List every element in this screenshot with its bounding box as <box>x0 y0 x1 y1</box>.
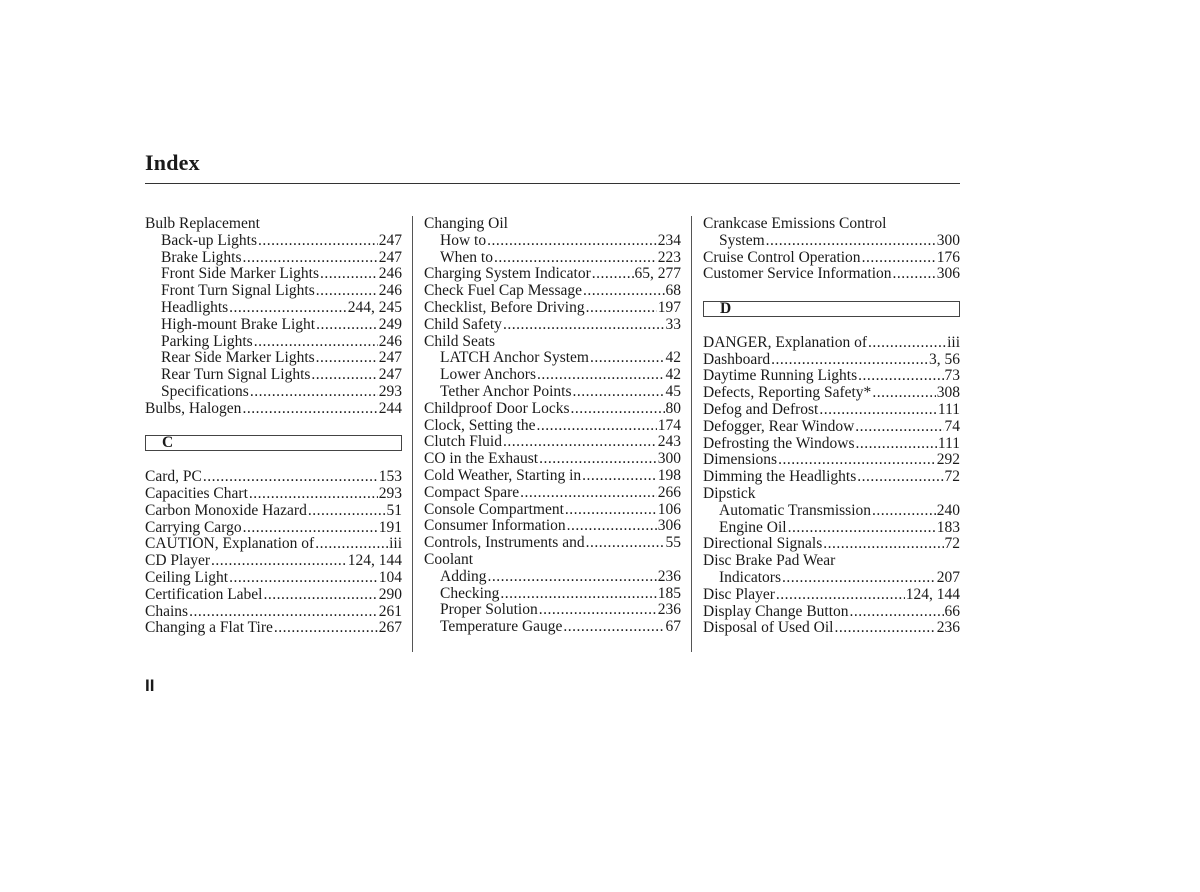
index-subentry[interactable] <box>145 233 402 250</box>
index-heading: Changing Oil <box>424 215 508 232</box>
index-entry[interactable] <box>703 587 960 604</box>
dot-leader <box>862 250 936 267</box>
index-heading: Coolant <box>424 550 474 568</box>
entry-text: Clutch Fluid <box>424 434 502 451</box>
entry-text: Cruise Control Operation <box>703 249 861 266</box>
index-subentry[interactable] <box>145 317 402 334</box>
spacer <box>703 318 960 335</box>
dot-leader <box>500 586 656 603</box>
entry-text: Brake Lights <box>161 249 242 266</box>
page-reference: 240 <box>936 502 960 519</box>
entry-text: Certification Label <box>145 586 263 603</box>
entry-text: When to <box>440 249 493 266</box>
entry-text: Customer Service Information <box>703 266 892 283</box>
entry-text: Dashboard <box>703 351 771 368</box>
dot-leader <box>315 536 388 553</box>
dot-leader <box>249 486 378 503</box>
page-reference: 124, 144 <box>347 553 402 570</box>
dot-leader <box>776 587 905 604</box>
entry-text: Cold Weather, Starting in <box>424 467 582 484</box>
dot-leader <box>586 535 665 552</box>
index-entry[interactable] <box>703 266 960 283</box>
dot-leader <box>503 317 665 334</box>
index-subentry[interactable] <box>424 586 681 603</box>
index-subentry[interactable] <box>145 283 402 300</box>
page-reference: 244, 245 <box>347 299 402 316</box>
entry-text: Display Change Button <box>703 603 849 620</box>
index-entry[interactable] <box>424 401 681 418</box>
index-entry[interactable] <box>703 250 960 267</box>
page-reference: 300 <box>657 451 681 468</box>
dot-leader <box>320 266 378 283</box>
entry-text: Front Turn Signal Lights <box>161 283 315 300</box>
entry-text: Temperature Gauge <box>440 619 563 636</box>
spacer <box>703 283 960 300</box>
page-reference: 104 <box>378 569 402 586</box>
page-reference: 72 <box>944 469 960 486</box>
page-reference: 292 <box>936 452 960 469</box>
page-reference: 191 <box>378 519 402 536</box>
dot-leader <box>586 300 657 317</box>
entry-text: Dimming the Headlights <box>703 469 857 486</box>
page-reference: iii <box>947 334 960 351</box>
dot-leader <box>823 536 943 553</box>
page-reference: 45 <box>665 383 681 400</box>
dot-leader <box>565 502 657 519</box>
spacer <box>145 452 402 469</box>
entry-text: Automatic Transmission <box>719 502 872 519</box>
page-reference: 68 <box>665 283 681 300</box>
index-entry[interactable] <box>424 266 681 283</box>
index-subentry[interactable] <box>145 384 402 401</box>
page-reference: 111 <box>937 401 960 418</box>
index-subentry[interactable] <box>703 233 960 250</box>
page-reference: 176 <box>936 249 960 266</box>
entry-text: Controls, Instruments and <box>424 535 585 552</box>
entry-text: Bulbs, Halogen <box>145 400 242 417</box>
page-reference: 246 <box>378 283 402 300</box>
index-entry[interactable] <box>145 503 402 520</box>
page-reference: 243 <box>657 434 681 451</box>
index-subentry[interactable] <box>145 367 402 384</box>
page-number: II <box>145 676 155 695</box>
page-reference: 80 <box>665 400 681 417</box>
index-subentry[interactable] <box>703 503 960 520</box>
page-reference: 244 <box>378 400 402 417</box>
section-letter-header: C <box>145 435 402 451</box>
index-heading: Child Seats <box>424 332 496 350</box>
dot-leader <box>242 401 377 418</box>
index-subentry[interactable] <box>424 350 681 367</box>
dot-leader <box>258 233 378 250</box>
entry-text: DANGER, Explanation of <box>703 334 868 351</box>
page-reference: 249 <box>378 316 402 333</box>
entry-text: Chains <box>145 603 189 620</box>
index-entry[interactable] <box>703 368 960 385</box>
index-entry[interactable] <box>424 468 681 485</box>
index-column-3 <box>703 216 960 637</box>
dot-leader <box>316 317 378 334</box>
page-reference: 247 <box>378 232 402 249</box>
index-subentry[interactable] <box>145 300 402 317</box>
index-subentry[interactable] <box>424 569 681 586</box>
page-reference: 153 <box>378 469 402 486</box>
page-reference: 33 <box>665 316 681 333</box>
index-subentry[interactable] <box>703 520 960 537</box>
index-subentry[interactable] <box>424 602 681 619</box>
page-reference: 3, 56 <box>929 351 960 368</box>
dot-leader <box>582 468 657 485</box>
index-entry[interactable] <box>145 553 402 570</box>
page-reference: 246 <box>378 266 402 283</box>
dot-leader <box>316 283 378 300</box>
page-reference: 66 <box>944 603 960 620</box>
dot-leader <box>488 569 657 586</box>
page-reference: iii <box>389 536 402 553</box>
dot-leader <box>778 452 936 469</box>
dot-leader <box>872 503 936 520</box>
index-entry[interactable] <box>424 535 681 552</box>
dot-leader <box>311 367 377 384</box>
dot-leader <box>537 367 665 384</box>
index-subentry[interactable] <box>145 266 402 283</box>
page-reference: 198 <box>657 467 681 484</box>
dot-leader <box>872 385 935 402</box>
dot-leader <box>274 620 378 637</box>
dot-leader <box>316 350 378 367</box>
page-reference: 293 <box>378 383 402 400</box>
page-reference: 306 <box>657 518 681 535</box>
dot-leader <box>503 434 657 451</box>
dot-leader <box>563 619 664 636</box>
entry-text: Compact Spare <box>424 484 520 501</box>
entry-text: Parking Lights <box>161 333 253 350</box>
entry-text: Rear Turn Signal Lights <box>161 367 311 384</box>
entry-text: CD Player <box>145 553 211 570</box>
dot-leader <box>819 402 937 419</box>
page-reference: 72 <box>944 536 960 553</box>
page-reference: 55 <box>665 535 681 552</box>
dot-leader <box>856 436 937 453</box>
dot-leader <box>567 518 657 535</box>
dot-leader <box>203 469 378 486</box>
entry-text: System <box>719 232 765 249</box>
page-reference: 223 <box>657 249 681 266</box>
index-entry[interactable] <box>703 620 960 637</box>
entry-text: Checking <box>440 585 500 602</box>
entry-text: Consumer Information <box>424 518 566 535</box>
column-divider <box>412 216 413 652</box>
entry-text: Headlights <box>161 299 229 316</box>
page-reference: 300 <box>936 232 960 249</box>
index-entry[interactable] <box>424 283 681 300</box>
index-entry[interactable] <box>145 486 402 503</box>
index-column-2 <box>424 216 681 636</box>
entry-text: Engine Oil <box>719 519 787 536</box>
dot-leader <box>590 350 665 367</box>
entry-text: Clock, Setting the <box>424 417 536 434</box>
entry-text: Card, PC <box>145 469 202 486</box>
index-entry[interactable] <box>424 434 681 451</box>
dot-leader <box>487 233 657 250</box>
page-reference: 247 <box>378 249 402 266</box>
index-column-1 <box>145 216 402 637</box>
page-reference: 261 <box>378 603 402 620</box>
index-entry[interactable] <box>703 419 960 436</box>
entry-text: Checklist, Before Driving <box>424 299 585 316</box>
entry-text: Indicators <box>719 569 781 586</box>
page-reference: 65, 277 <box>634 266 681 283</box>
page-reference: 124, 144 <box>905 586 960 603</box>
page-reference: 236 <box>657 602 681 619</box>
dot-leader <box>868 335 946 352</box>
dot-leader <box>494 250 657 267</box>
dot-leader <box>573 384 665 401</box>
dot-leader <box>539 451 657 468</box>
page-reference: 51 <box>386 502 402 519</box>
index-entry[interactable] <box>424 451 681 468</box>
entry-text: Dimensions <box>703 452 778 469</box>
dot-leader <box>771 352 928 369</box>
dot-leader <box>893 266 936 283</box>
entry-text: Disc Player <box>703 586 775 603</box>
page-reference: 247 <box>378 350 402 367</box>
dot-leader <box>592 266 634 283</box>
index-entry[interactable] <box>703 604 960 621</box>
dot-leader <box>243 250 378 267</box>
dot-leader <box>788 520 936 537</box>
index-subentry[interactable] <box>145 334 402 351</box>
index-entry[interactable] <box>424 317 681 334</box>
dot-leader <box>537 418 657 435</box>
dot-leader <box>254 334 378 351</box>
dot-leader <box>539 602 657 619</box>
dot-leader <box>782 570 936 587</box>
index-entry[interactable] <box>703 352 960 369</box>
spacer <box>145 418 402 435</box>
entry-text: CO in the Exhaust <box>424 451 539 468</box>
page-title: Index <box>145 150 200 175</box>
dot-leader <box>243 520 378 537</box>
page-reference: 308 <box>936 385 960 402</box>
index-entry[interactable] <box>703 536 960 553</box>
dot-leader <box>308 503 386 520</box>
page-reference: 207 <box>936 569 960 586</box>
dot-leader <box>766 233 936 250</box>
title-divider <box>145 183 960 184</box>
index-heading: Crankcase Emissions Control <box>703 215 887 232</box>
column-divider <box>691 216 692 652</box>
entry-text: How to <box>440 232 487 249</box>
page-reference: 197 <box>657 299 681 316</box>
dot-leader <box>189 604 378 621</box>
index-subentry[interactable] <box>424 384 681 401</box>
index-entry[interactable] <box>424 518 681 535</box>
page-reference: 234 <box>657 232 681 249</box>
page-reference: 185 <box>657 585 681 602</box>
page-reference: 183 <box>936 519 960 536</box>
entry-text: Back-up Lights <box>161 232 257 249</box>
entry-text: High-mount Brake Light <box>161 316 316 333</box>
dot-leader <box>855 419 943 436</box>
entry-text: Adding <box>440 568 487 585</box>
entry-text: Childproof Door Locks <box>424 400 570 417</box>
entry-text: Proper Solution <box>440 602 538 619</box>
page-reference: 246 <box>378 333 402 350</box>
index-entry[interactable] <box>424 485 681 502</box>
index-entry[interactable] <box>145 469 402 486</box>
entry-text: Check Fuel Cap Message <box>424 283 582 300</box>
page-reference: 247 <box>378 367 402 384</box>
index-subentry[interactable] <box>145 350 402 367</box>
dot-leader <box>583 283 665 300</box>
entry-text: Disposal of Used Oil <box>703 620 834 637</box>
index-entry[interactable] <box>703 469 960 486</box>
entry-text: CAUTION, Explanation of <box>145 536 315 553</box>
page-reference: 42 <box>665 367 681 384</box>
entry-text: Child Safety <box>424 316 502 333</box>
index-entry[interactable] <box>145 587 402 604</box>
entry-text: Ceiling Light <box>145 569 229 586</box>
index-entry[interactable] <box>145 620 402 637</box>
dot-leader <box>857 469 943 486</box>
index-entry[interactable] <box>145 536 402 553</box>
index-heading: Bulb Replacement <box>145 215 260 232</box>
page-reference: 293 <box>378 485 402 502</box>
index-entry[interactable] <box>145 570 402 587</box>
index-subentry[interactable] <box>424 250 681 267</box>
entry-text: Carbon Monoxide Hazard <box>145 502 307 519</box>
entry-text: Rear Side Marker Lights <box>161 350 315 367</box>
index-entry[interactable] <box>703 402 960 419</box>
page-reference: 266 <box>657 484 681 501</box>
entry-text: Tether Anchor Points <box>440 383 572 400</box>
index-entry[interactable] <box>424 502 681 519</box>
entry-text: Specifications <box>161 383 249 400</box>
entry-text: Defects, Reporting Safety* <box>703 385 872 402</box>
entry-text: Carrying Cargo <box>145 519 242 536</box>
dot-leader <box>858 368 943 385</box>
index-subentry[interactable] <box>145 250 402 267</box>
dot-leader <box>571 401 665 418</box>
index-subentry[interactable] <box>703 570 960 587</box>
entry-text: Lower Anchors <box>440 367 536 384</box>
entry-text: Directional Signals <box>703 536 823 553</box>
page-reference: 236 <box>657 568 681 585</box>
index-subentry[interactable] <box>424 619 681 636</box>
index-entry[interactable] <box>703 385 960 402</box>
index-heading: Disc Brake Pad Wear <box>703 552 836 570</box>
page-reference: 67 <box>665 619 681 636</box>
entry-text: Defog and Defrost <box>703 401 819 418</box>
page-reference: 236 <box>936 620 960 637</box>
entry-text: Changing a Flat Tire <box>145 620 273 637</box>
entry-text: Console Compartment <box>424 501 564 518</box>
section-letter-header: D <box>703 301 960 317</box>
page-reference: 74 <box>944 418 960 435</box>
page-reference: 111 <box>937 435 960 452</box>
dot-leader <box>229 300 347 317</box>
page-reference: 290 <box>378 586 402 603</box>
index-heading: Dipstick <box>703 484 756 502</box>
index-entry[interactable] <box>145 520 402 537</box>
dot-leader <box>834 620 935 637</box>
page-reference: 73 <box>944 368 960 385</box>
dot-leader <box>850 604 944 621</box>
page-reference: 42 <box>665 350 681 367</box>
dot-leader <box>250 384 378 401</box>
entry-text: Daytime Running Lights <box>703 368 858 385</box>
index-entry[interactable] <box>424 300 681 317</box>
index-entry[interactable] <box>424 418 681 435</box>
dot-leader <box>229 570 378 587</box>
index-subentry[interactable] <box>424 367 681 384</box>
entry-text: Defogger, Rear Window <box>703 418 855 435</box>
dot-leader <box>520 485 657 502</box>
page-reference: 267 <box>378 620 402 637</box>
index-entry[interactable] <box>145 401 402 418</box>
entry-text: Capacities Chart <box>145 485 248 502</box>
index-entry[interactable] <box>703 335 960 352</box>
page-reference: 106 <box>657 501 681 518</box>
page-reference: 174 <box>657 417 681 434</box>
dot-leader <box>211 553 347 570</box>
entry-text: Charging System Indicator <box>424 266 591 283</box>
entry-text: LATCH Anchor System <box>440 350 589 367</box>
page-reference: 306 <box>936 266 960 283</box>
dot-leader <box>264 587 378 604</box>
index-entry[interactable] <box>703 436 960 453</box>
entry-text: Front Side Marker Lights <box>161 266 319 283</box>
index-entry[interactable] <box>145 604 402 621</box>
index-entry[interactable] <box>703 452 960 469</box>
index-subentry[interactable] <box>424 233 681 250</box>
entry-text: Defrosting the Windows <box>703 435 855 452</box>
